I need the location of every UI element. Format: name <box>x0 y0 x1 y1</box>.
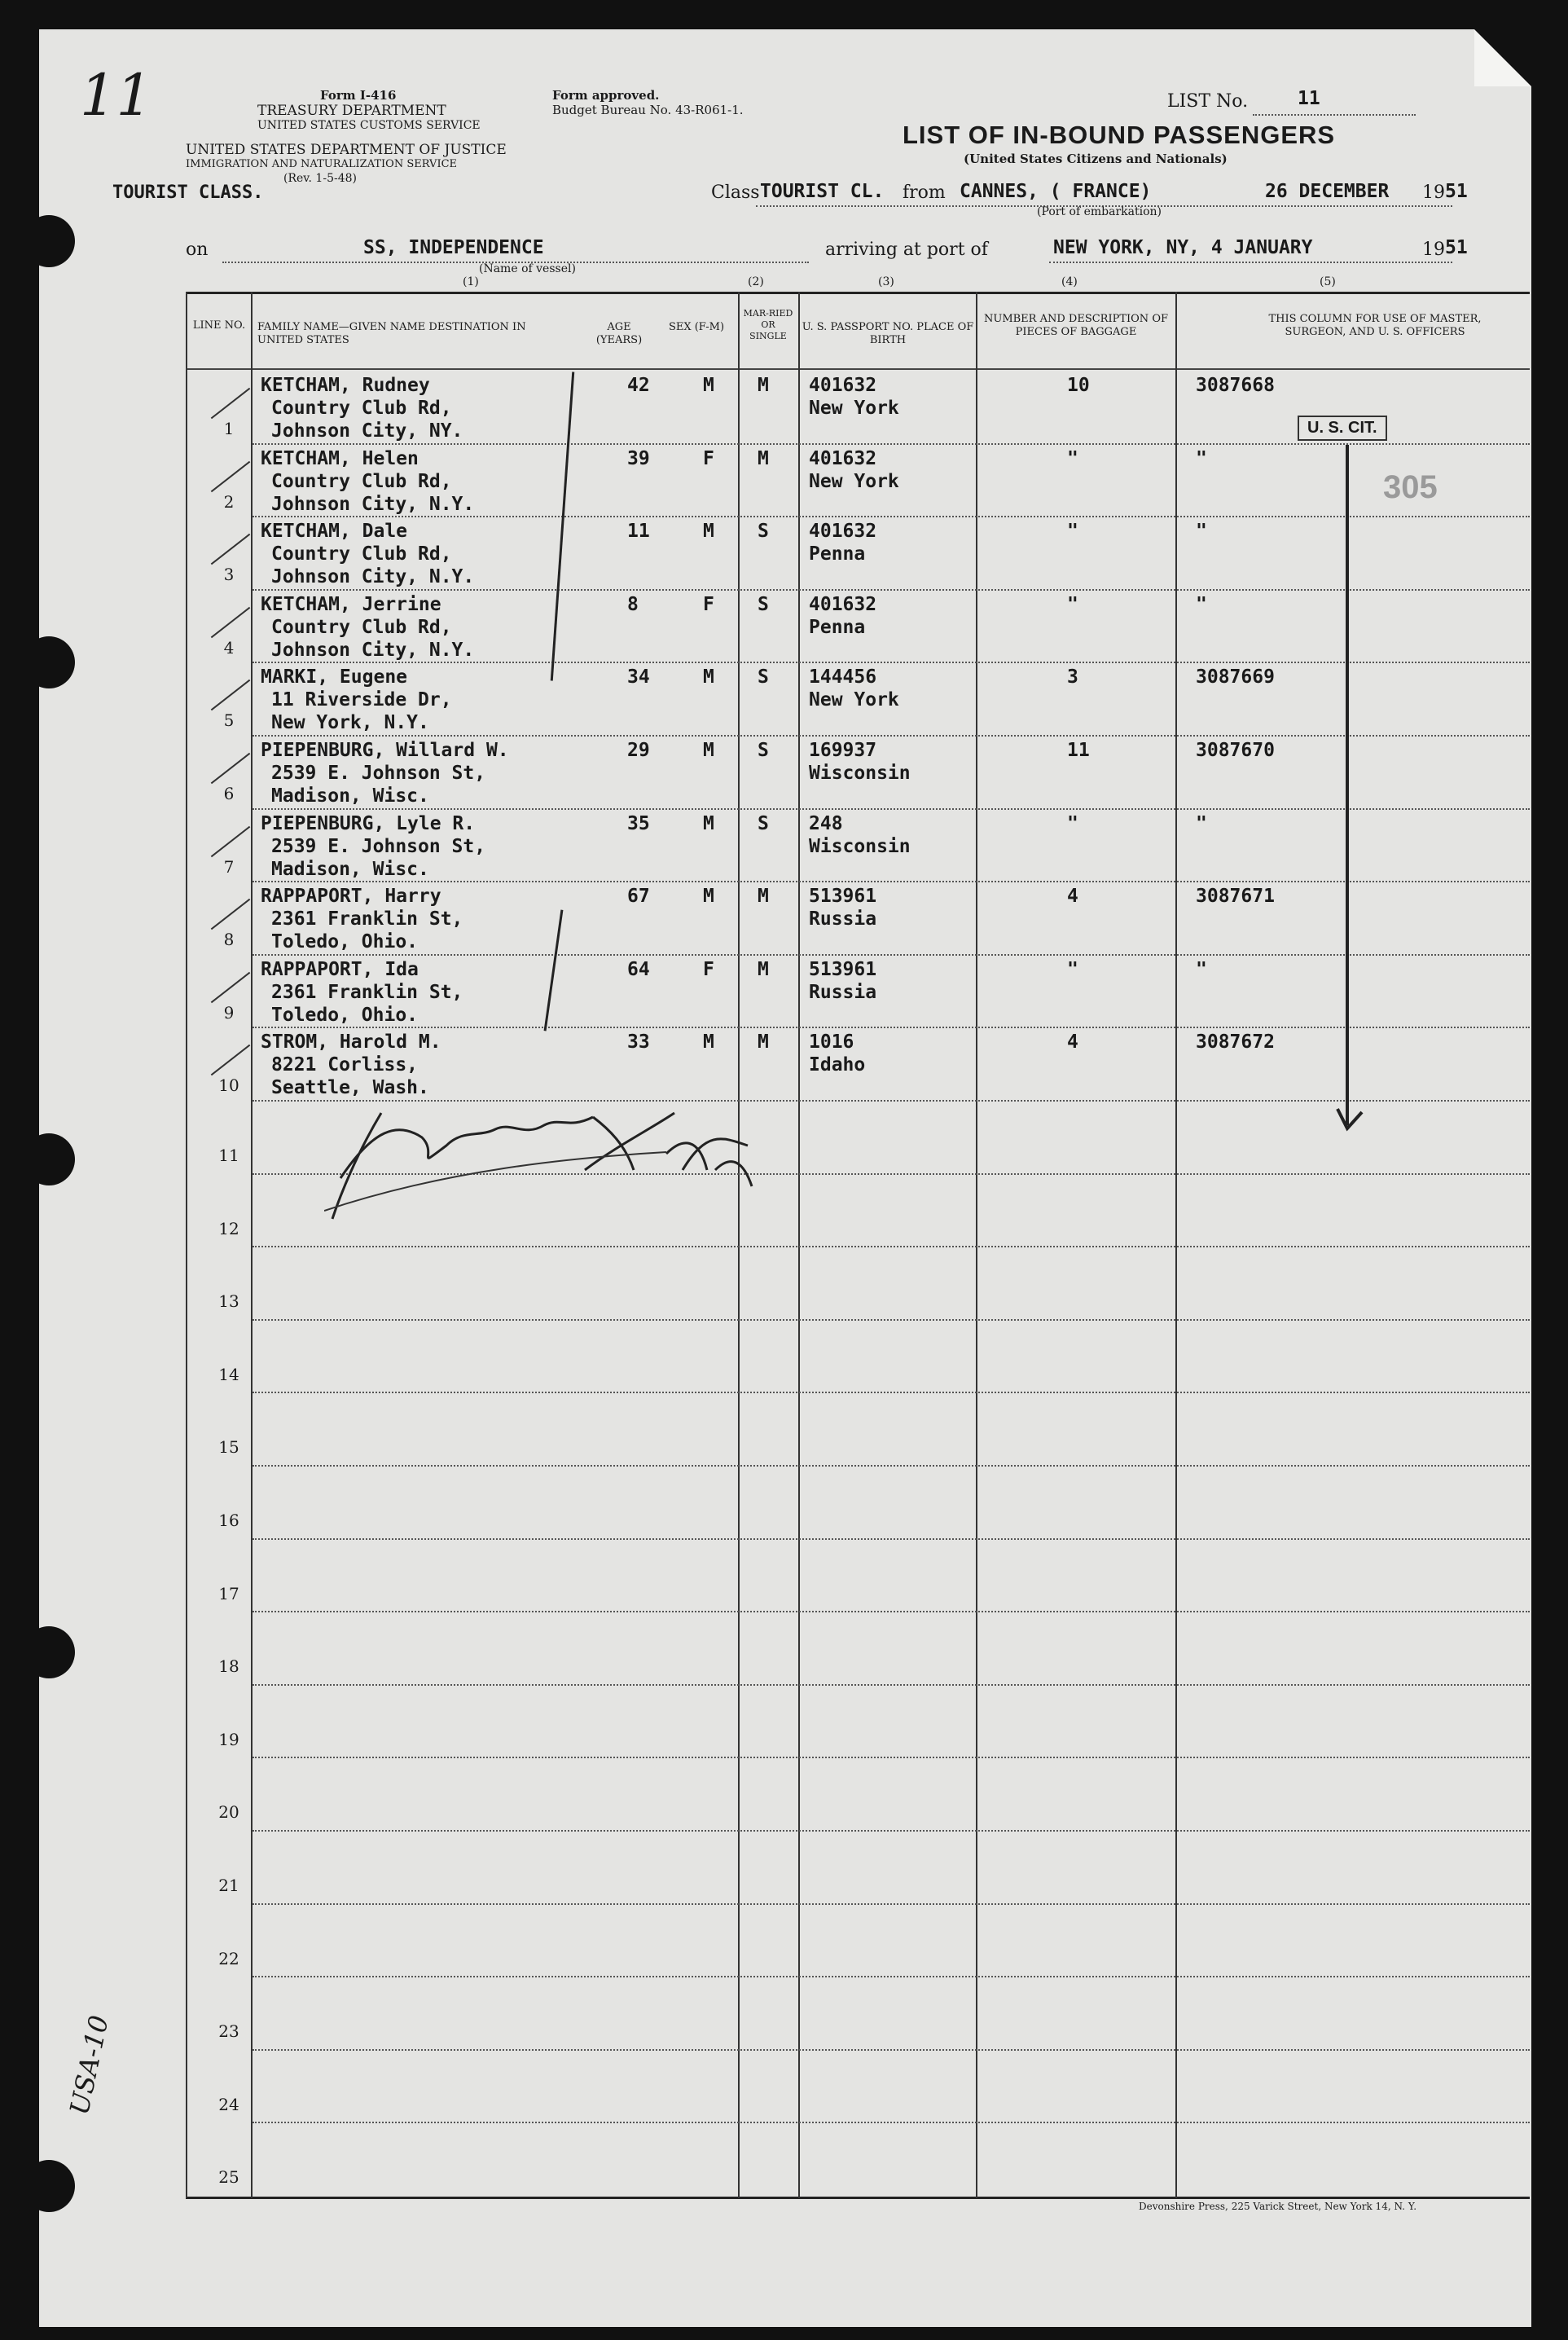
passport-number: 169937 <box>809 740 877 761</box>
passenger-age: 29 <box>627 740 650 761</box>
address-line-2: Toledo, Ohio. <box>271 931 419 953</box>
arrival-year-suffix: 51 <box>1445 237 1468 258</box>
row-divider <box>253 2049 1530 2051</box>
port-of-embarkation: CANNES, ( FRANCE) <box>960 181 1152 202</box>
from-label: from <box>903 183 946 203</box>
document-subtitle: (United States Citizens and Nationals) <box>964 152 1228 166</box>
passenger-age: 11 <box>627 521 650 543</box>
marital-status: S <box>758 812 769 834</box>
officer-entry: 3087670 <box>1196 740 1275 761</box>
passenger-age: 64 <box>627 958 650 980</box>
baggage-count: " <box>1067 447 1078 469</box>
line-number: 22 <box>218 1948 239 1968</box>
budget-bureau: Budget Bureau No. 43-R061-1. <box>552 103 744 117</box>
column-number-5: (5) <box>1320 275 1336 288</box>
line-number: 21 <box>218 1876 239 1895</box>
row-divider <box>253 954 1530 956</box>
passenger-name: KETCHAM, Dale <box>261 521 408 543</box>
passenger-sex: M <box>703 886 714 908</box>
stamp-number: 305 <box>1383 469 1438 505</box>
officer-entry: 3087671 <box>1196 886 1275 908</box>
year-prefix: 19 <box>1422 183 1445 203</box>
class-label: Class <box>711 183 760 203</box>
punch-hole <box>39 1133 75 1185</box>
row-divider <box>253 881 1530 882</box>
header-passport-birthplace: U. S. PASSPORT NO. PLACE OF BIRTH <box>802 321 974 346</box>
place-of-birth: New York <box>809 470 899 492</box>
folded-corner <box>1474 29 1531 86</box>
checkmark-icon <box>211 825 251 857</box>
baggage-count: " <box>1067 521 1078 543</box>
officer-entry: " <box>1196 447 1207 469</box>
row-divider <box>253 1611 1530 1612</box>
arrival-port-date: NEW YORK, NY, 4 JANUARY <box>1053 237 1313 258</box>
address-line-1: Country Club Rd, <box>271 543 452 565</box>
address-line-2: Toledo, Ohio. <box>271 1004 419 1026</box>
passenger-age: 34 <box>627 666 650 688</box>
address-line-2: Madison, Wisc. <box>271 858 429 880</box>
address-line-1: 2361 Franklin St, <box>271 908 463 930</box>
header-sex: SEX (F-M) <box>668 321 725 333</box>
tourist-class-note: TOURIST CLASS. <box>112 183 264 203</box>
passenger-sex: M <box>703 666 714 688</box>
marital-status: M <box>758 1031 769 1053</box>
line-number: 19 <box>218 1729 239 1749</box>
punch-hole <box>39 2160 75 2212</box>
passenger-sex: M <box>703 521 714 543</box>
passenger-sex: M <box>703 1031 714 1053</box>
address-line-2: Madison, Wisc. <box>271 785 429 807</box>
line-number: 10 <box>218 1075 239 1096</box>
customs-service: UNITED STATES CUSTOMS SERVICE <box>257 119 481 132</box>
line-number: 2 <box>223 491 235 512</box>
address-line-2: Johnson City, N.Y. <box>271 639 475 661</box>
line-number: 23 <box>218 2021 239 2042</box>
column-number-4: (4) <box>1061 275 1078 288</box>
printer-imprint: Devonshire Press, 225 Varick Street, New York 14, N. Y. <box>1139 2201 1417 2212</box>
vessel-caption: (Name of vessel) <box>479 262 576 275</box>
line-number: 16 <box>218 1511 239 1530</box>
place-of-birth: Russia <box>809 981 877 1003</box>
address-line-1: 11 Riverside Dr, <box>271 689 452 711</box>
line-number: 3 <box>223 565 235 585</box>
passenger-age: 67 <box>627 886 650 908</box>
baggage-count: 4 <box>1067 1031 1078 1053</box>
passport-number: 401632 <box>809 375 877 396</box>
line-number: 13 <box>218 1291 239 1312</box>
line-number: 9 <box>223 1002 235 1023</box>
line-number: 8 <box>223 930 235 950</box>
line-number: 6 <box>223 784 235 803</box>
punch-hole <box>39 215 75 267</box>
manifest-sheet <box>39 29 1531 2327</box>
column-number-3: (3) <box>878 275 894 288</box>
address-line-2: Johnson City, N.Y. <box>271 566 475 588</box>
passenger-name: KETCHAM, Rudney <box>261 375 430 396</box>
checkmark-icon <box>211 972 251 1004</box>
punch-hole <box>39 636 75 688</box>
us-citizen-stamp: U. S. CIT. <box>1298 416 1387 441</box>
checkmark-icon <box>211 1045 251 1076</box>
passenger-sex: M <box>703 740 714 761</box>
row-divider <box>253 735 1530 737</box>
line-number: 20 <box>218 1802 239 1823</box>
departure-date: 26 DECEMBER <box>1265 181 1390 202</box>
marital-status: S <box>758 521 769 543</box>
year-suffix: 51 <box>1445 181 1468 202</box>
port-embarkation-caption: (Port of embarkation) <box>1037 205 1162 218</box>
address-line-1: 2361 Franklin St, <box>271 981 463 1003</box>
passenger-name: KETCHAM, Helen <box>261 447 419 469</box>
baggage-count: " <box>1067 958 1078 980</box>
column-number-2: (2) <box>748 275 764 288</box>
marital-status: S <box>758 740 769 761</box>
place-of-birth: Russia <box>809 908 877 930</box>
passenger-age: 35 <box>627 812 650 834</box>
address-line-2: Johnson City, NY. <box>271 420 463 442</box>
passenger-sex: F <box>703 593 714 615</box>
address-line-1: Country Club Rd, <box>271 616 452 638</box>
baggage-count: " <box>1067 812 1078 834</box>
punch-hole <box>39 1626 75 1678</box>
passenger-name: RAPPAPORT, Ida <box>261 958 419 980</box>
passenger-sex: F <box>703 958 714 980</box>
line-number: 4 <box>223 637 235 658</box>
bracket-mark <box>551 372 575 680</box>
column-number-1: (1) <box>463 275 479 288</box>
checkmark-icon <box>211 607 251 639</box>
passport-number: 401632 <box>809 593 877 615</box>
passport-number: 401632 <box>809 447 877 469</box>
marital-status: S <box>758 666 769 688</box>
marital-status: M <box>758 447 769 469</box>
line-number: 18 <box>218 1656 239 1677</box>
row-divider <box>253 808 1530 810</box>
form-number: Form I-416 <box>320 88 397 103</box>
passenger-sex: M <box>703 375 714 396</box>
document-title: LIST OF IN-BOUND PASSENGERS <box>903 121 1336 149</box>
place-of-birth: Penna <box>809 616 866 638</box>
row-divider <box>253 1976 1530 1977</box>
row-divider <box>253 1538 1530 1540</box>
baggage-count: 4 <box>1067 886 1078 908</box>
row-divider <box>253 1465 1530 1467</box>
continuation-arrow <box>1346 445 1349 1125</box>
margin-note: USA-10 <box>64 2012 115 2118</box>
arriving-label: arriving at port of <box>825 240 988 260</box>
immigration-service: IMMIGRATION AND NATURALIZATION SERVICE <box>186 158 458 170</box>
checkmark-icon <box>211 753 251 785</box>
passport-number: 513961 <box>809 886 877 908</box>
passenger-age: 39 <box>627 447 650 469</box>
header-married-single: MAR-RIED OR SINGLE <box>743 308 793 341</box>
passenger-age: 42 <box>627 375 650 396</box>
justice-department: UNITED STATES DEPARTMENT OF JUSTICE <box>186 142 507 158</box>
list-no-label: LIST No. <box>1167 91 1249 112</box>
passenger-name: STROM, Harold M. <box>261 1031 441 1053</box>
line-number: 25 <box>218 2167 239 2188</box>
passenger-name: MARKI, Eugene <box>261 666 408 688</box>
line-number: 1 <box>223 419 235 438</box>
row-divider <box>253 1319 1530 1321</box>
checkmark-icon <box>211 388 251 420</box>
checkmark-icon <box>211 460 251 492</box>
officer-signature <box>324 1080 845 1276</box>
passport-number: 144456 <box>809 666 877 688</box>
marital-status: M <box>758 886 769 908</box>
passenger-age: 33 <box>627 1031 650 1053</box>
row-divider <box>253 1830 1530 1832</box>
header-baggage: NUMBER AND DESCRIPTION OF PIECES OF BAGGAGE <box>983 313 1168 338</box>
passenger-name: RAPPAPORT, Harry <box>261 886 441 908</box>
officer-entry: " <box>1196 812 1207 834</box>
row-divider <box>253 1684 1530 1686</box>
address-line-1: 2539 E. Johnson St, <box>271 835 486 857</box>
arrival-year-prefix: 19 <box>1422 240 1445 260</box>
passport-number: 248 <box>809 812 843 834</box>
place-of-birth: Penna <box>809 543 866 565</box>
header-age: AGE (YEARS) <box>595 321 643 346</box>
marital-status: M <box>758 375 769 396</box>
line-number: 17 <box>218 1583 239 1603</box>
passenger-name: PIEPENBURG, Lyle R. <box>261 812 476 834</box>
line-number: 14 <box>218 1364 239 1384</box>
checkmark-icon <box>211 534 251 565</box>
passenger-sex: M <box>703 812 714 834</box>
bracket-mark <box>544 910 564 1031</box>
form-approved: Form approved. <box>552 88 660 103</box>
address-line-1: 2539 E. Johnson St, <box>271 763 486 784</box>
passport-number: 513961 <box>809 958 877 980</box>
passport-number: 1016 <box>809 1031 854 1053</box>
marital-status: S <box>758 593 769 615</box>
line-number: 15 <box>218 1437 239 1458</box>
header-officers-column: THIS COLUMN FOR USE OF MASTER, SURGEON, AND U. S. OFFICERS <box>1268 313 1482 338</box>
line-number: 11 <box>218 1146 239 1165</box>
checkmark-icon <box>211 899 251 930</box>
vessel-name: SS, INDEPENDENCE <box>363 237 544 258</box>
arrow-head-icon <box>1334 1093 1367 1133</box>
officer-entry: 3087672 <box>1196 1031 1275 1053</box>
place-of-birth: Wisconsin <box>809 835 911 857</box>
place-of-birth: Wisconsin <box>809 763 911 784</box>
baggage-count: 11 <box>1067 740 1090 761</box>
passenger-age: 8 <box>627 593 639 615</box>
address-line-2: New York, N.Y. <box>271 712 429 734</box>
handwritten-sheet-number: 11 <box>80 62 153 129</box>
line-number: 24 <box>218 2094 239 2114</box>
row-divider <box>253 1757 1530 1758</box>
row-divider <box>253 1903 1530 1905</box>
row-divider <box>253 2122 1530 2123</box>
marital-status: M <box>758 958 769 980</box>
line-number: 7 <box>223 856 235 877</box>
place-of-birth: Idaho <box>809 1054 866 1076</box>
class-value: TOURIST CL. <box>760 181 885 202</box>
baggage-count: 3 <box>1067 666 1078 688</box>
on-label: on <box>186 240 209 260</box>
address-line-1: 8221 Corliss, <box>271 1054 419 1076</box>
baggage-count: 10 <box>1067 375 1090 396</box>
line-number: 5 <box>223 710 235 731</box>
row-divider <box>253 1392 1530 1393</box>
row-divider <box>253 1027 1530 1028</box>
officer-entry: 3087669 <box>1196 666 1275 688</box>
place-of-birth: New York <box>809 689 899 711</box>
header-name-destination: FAMILY NAME—GIVEN NAME DESTINATION IN UNITED STATES <box>257 321 526 346</box>
passport-number: 401632 <box>809 521 877 543</box>
officer-entry: " <box>1196 958 1207 980</box>
address-line-2: Seattle, Wash. <box>271 1077 429 1099</box>
baggage-count: " <box>1067 593 1078 615</box>
passenger-name: KETCHAM, Jerrine <box>261 593 441 615</box>
address-line-2: Johnson City, N.Y. <box>271 493 475 515</box>
treasury-department: TREASURY DEPARTMENT <box>257 103 446 119</box>
officer-entry: 3087668 <box>1196 375 1275 396</box>
form-revision: (Rev. 1-5-48) <box>283 172 357 185</box>
officer-entry: " <box>1196 521 1207 543</box>
checkmark-icon <box>211 680 251 711</box>
header-line-no: LINE NO. <box>192 319 246 332</box>
passenger-sex: F <box>703 447 714 469</box>
place-of-birth: New York <box>809 398 899 419</box>
address-line-1: Country Club Rd, <box>271 470 452 492</box>
line-number: 12 <box>218 1218 239 1238</box>
officer-entry: " <box>1196 593 1207 615</box>
list-no-value: 11 <box>1298 88 1320 109</box>
passenger-name: PIEPENBURG, Willard W. <box>261 740 509 761</box>
address-line-1: Country Club Rd, <box>271 398 452 419</box>
